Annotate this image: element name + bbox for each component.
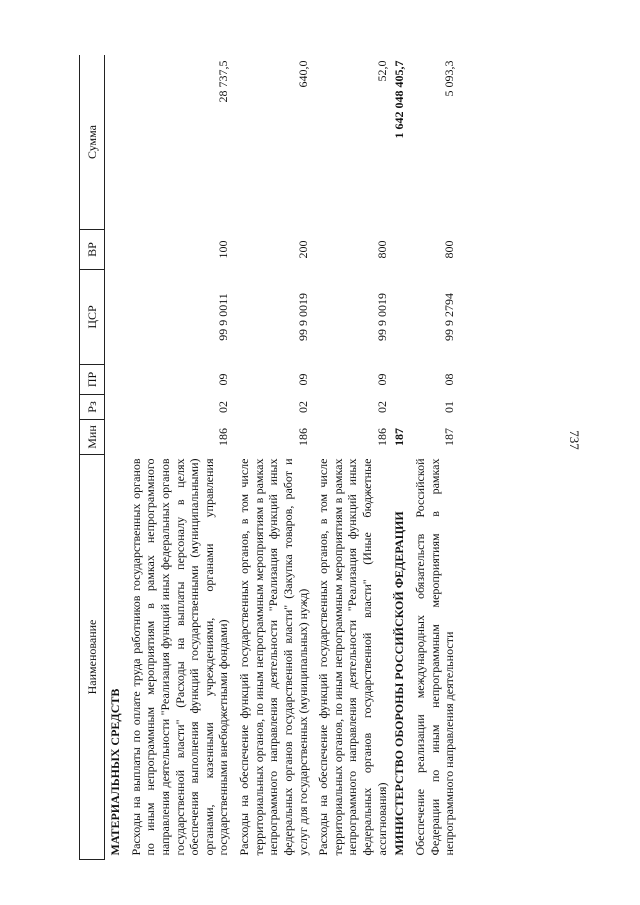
page-number: 737	[567, 430, 582, 450]
row-pr: 09	[295, 373, 310, 386]
row-min: 187	[392, 428, 407, 446]
row-sum: 28 737,5	[216, 60, 231, 103]
row-min: 186	[374, 428, 389, 446]
row-name: Обеспечение реализации международных обязательств Российской Федерации по иным непрограммным мероприятиям в рамках непрограммного направления деятельности	[412, 458, 457, 856]
row-rz: 02	[216, 401, 231, 413]
row-name: Расходы на выплаты по оплате труда работников государственных органов по иным непрограммным мероприятиям в рамках непрограммного направления деятельности "Реализация функций иных федеральных органов государственной власти" (Расходы на выплаты персоналу в целях обеспечения выполнения функций государственными (муниципальными) органами, казенными учреждениями, органами управления государственными внебюджетными фондами)	[128, 458, 231, 856]
row-csr: 99 9 0019	[295, 293, 310, 341]
header-pr: ПР	[80, 365, 105, 395]
row-sum	[105, 55, 123, 230]
row-sum: 52,0	[374, 60, 389, 82]
budget-table-area	[79, 55, 599, 860]
row-pr	[105, 365, 123, 395]
header-vr: ВР	[80, 230, 105, 270]
row-pr: 09	[374, 373, 389, 386]
table-row	[105, 55, 123, 860]
row-min: 187	[442, 428, 457, 446]
rotated-page-content	[79, 55, 599, 860]
row-rz	[389, 395, 407, 420]
table-row	[310, 55, 389, 860]
row-rz: 02	[295, 401, 310, 413]
row-min	[105, 420, 123, 455]
row-name: МАТЕРИАЛЬНЫХ СРЕДСТВ	[108, 688, 122, 856]
row-rz: 01	[442, 401, 457, 413]
row-rz: 02	[374, 401, 389, 413]
table-row	[407, 55, 457, 860]
row-vr: 800	[374, 240, 389, 259]
row-vr	[105, 230, 123, 270]
row-csr: 99 9 2794	[442, 293, 457, 341]
table-body	[105, 55, 457, 860]
row-sum: 1 642 048 405,7	[392, 60, 407, 139]
row-pr	[389, 365, 407, 395]
table-row	[123, 55, 231, 860]
table-row	[231, 55, 310, 860]
row-name: Расходы на обеспечение функций государственных органов, в том числе территориальных органов, по иным непрограммным мероприятиям в рамках непрограммного направления деятельности "Реализация функций иных федеральных органов государственной власти" (Закупка товаров, работ и услуг для государственных (муниципальных) нужд)	[237, 458, 310, 856]
header-name: Наименование	[80, 455, 105, 860]
row-name: Расходы на обеспечение функций государственных органов, в том числе территориальных органов, по иным непрограммным мероприятиям в рамках непрограммного направления деятельности "Реализация функций иных федеральных органов государственной власти" (Иные бюджетные ассигнования)	[316, 458, 389, 856]
header-rz: Рз	[80, 395, 105, 420]
row-name: МИНИСТЕРСТВО ОБОРОНЫ РОССИЙСКОЙ ФЕДЕРАЦИИ	[392, 511, 407, 856]
table-row	[389, 55, 407, 860]
table-header	[80, 55, 105, 860]
row-min: 186	[216, 428, 231, 446]
row-vr	[389, 230, 407, 270]
row-pr: 08	[442, 373, 457, 386]
row-sum: 640,0	[295, 60, 310, 88]
header-row	[80, 55, 105, 860]
row-csr	[105, 270, 123, 365]
header-sum: Сумма	[80, 55, 105, 230]
row-csr: 99 9 0011	[216, 293, 231, 341]
row-csr: 99 9 0019	[374, 293, 389, 341]
row-min: 186	[295, 428, 310, 446]
header-min: Мин	[80, 420, 105, 455]
row-sum: 5 093,3	[442, 60, 457, 97]
row-vr: 200	[295, 240, 310, 259]
budget-table	[79, 55, 457, 860]
row-vr: 100	[216, 240, 231, 259]
row-rz	[105, 395, 123, 420]
row-vr: 800	[442, 240, 457, 259]
row-csr	[389, 270, 407, 365]
row-pr: 09	[216, 373, 231, 386]
header-csr: ЦСР	[80, 270, 105, 365]
